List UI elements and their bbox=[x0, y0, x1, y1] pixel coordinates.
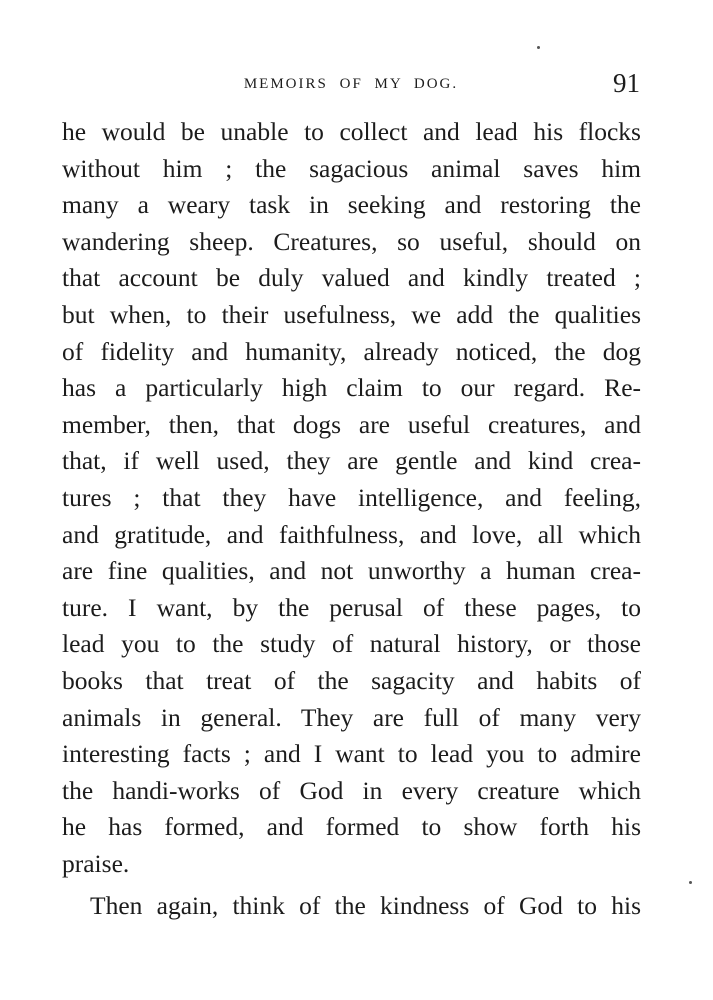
text-line: without him ; the sagacious animal saves him bbox=[62, 153, 641, 183]
text-line: that, if well used, they are gentle and kind crea- bbox=[62, 446, 641, 476]
paragraph-1 bbox=[62, 114, 641, 882]
text-line: of fidelity and humanity, already noticed, the dog bbox=[62, 336, 641, 366]
text-line: he has formed, and formed to show forth his bbox=[62, 812, 641, 842]
text-line: praise. bbox=[62, 848, 130, 878]
text-line: he would be unable to collect and lead his flocks bbox=[62, 117, 641, 146]
page-header bbox=[62, 66, 640, 102]
paragraph-2 bbox=[62, 888, 641, 925]
text-line: wandering sheep. Creatures, so useful, should on bbox=[62, 226, 641, 256]
text-line: books that treat of the sagacity and habits of bbox=[62, 665, 641, 695]
text-line: lead you to the study of natural history, or those bbox=[62, 629, 641, 659]
text-line: has a particularly high claim to our regard. Re- bbox=[62, 373, 641, 403]
text-line: that account be duly valued and kindly treated ; bbox=[62, 263, 641, 293]
page-number: 91 bbox=[613, 68, 640, 98]
body-text bbox=[62, 114, 641, 925]
text-line: interesting facts ; and I want to lead you to admire bbox=[62, 739, 641, 769]
text-line: animals in general. They are full of many very bbox=[62, 702, 641, 732]
text-line: the handi-works of God in every creature which bbox=[62, 775, 641, 805]
text-line: Then again, think of the kindness of God to his bbox=[90, 891, 641, 921]
text-line: and gratitude, and faithfulness, and love, all which bbox=[62, 519, 641, 549]
text-line: member, then, that dogs are useful creatures, and bbox=[62, 409, 641, 439]
text-line: but when, to their usefulness, we add the qualities bbox=[62, 299, 641, 329]
running-head: MEMOIRS OF MY DOG. bbox=[243, 76, 459, 92]
text-line: ture. I want, by the perusal of these pages, to bbox=[62, 592, 641, 622]
text-line: are fine qualities, and not unworthy a human crea- bbox=[62, 556, 641, 586]
text-line: tures ; that they have intelligence, and feeling, bbox=[62, 482, 641, 512]
ink-speck bbox=[537, 46, 540, 49]
ink-speck bbox=[689, 881, 692, 884]
text-line: many a weary task in seeking and restoring the bbox=[62, 190, 641, 220]
